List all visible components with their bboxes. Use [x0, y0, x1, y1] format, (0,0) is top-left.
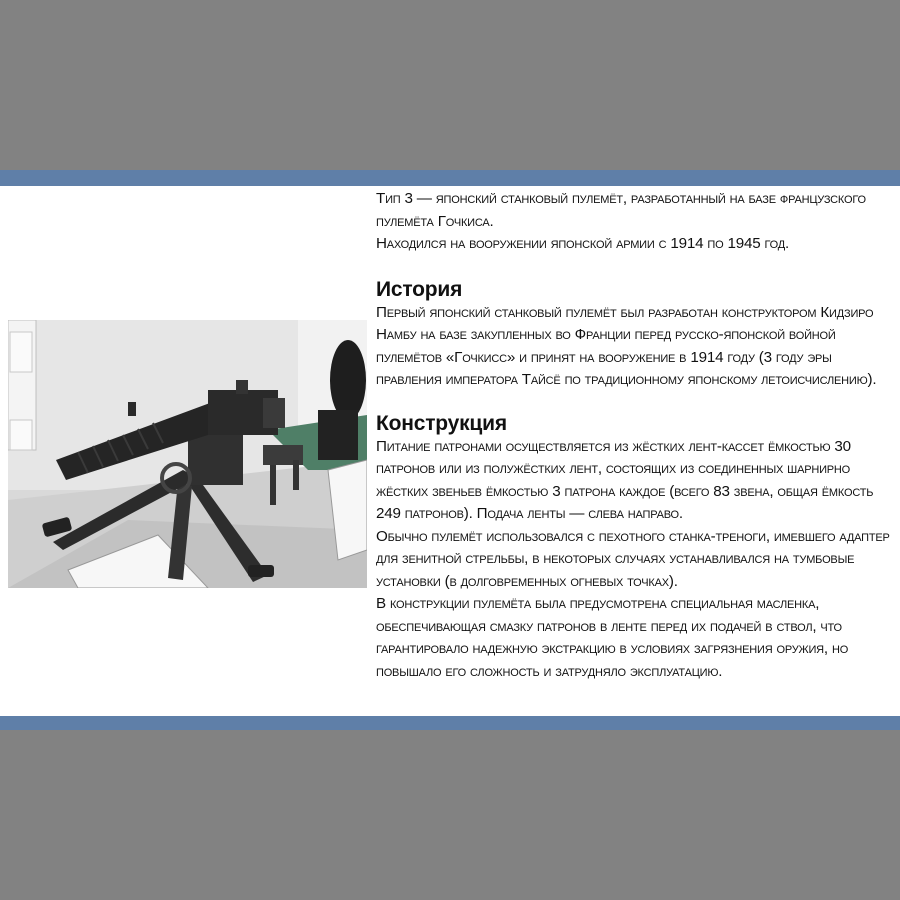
- history-heading: История: [376, 277, 463, 301]
- intro-paragraph-1: Тип 3 — японский станковый пулемёт, разработанный на базе французского пулемёта Гочкиса.: [376, 190, 866, 230]
- history-paragraph: Первый японский станковый пулемёт был разработан конструктором Кидзиро Намбу на базе закупленных во Франции перед русско-японской войной пулемётов «Гочкисс» и принят на вооружение в 1914 году (3 году эры правления императора Тайсё по традиционному японскому летоисчислению).: [376, 303, 877, 388]
- construction-paragraph-2: Обычно пулемёт использовался с пехотного станка-треноги, имевшего адаптер для зенитной стрельбы, в некоторых случаях устанавливался на тумбовые установки (в долговременных огневых точках).: [376, 527, 890, 590]
- bottom-accent-band: [0, 716, 900, 730]
- slide-content: [0, 186, 900, 716]
- machine-gun-photo: [8, 320, 367, 588]
- article-text: [376, 188, 891, 683]
- intro-paragraph-2: Находился на вооружении японской армии с 1914 по 1945 год.: [376, 235, 789, 252]
- construction-paragraph-3: В конструкции пулемёта была предусмотрена специальная масленка, обеспечивающая смазку патронов в ленте перед их подачей в ствол, что гарантировало надежную экстракцию в условиях загрязнения оружия, но повышало его сложность и затрудняло эксплуатацию.: [376, 595, 849, 680]
- construction-paragraph-1: Питание патронами осуществляется из жёстких лент-кассет ёмкостью 30 патронов или из полужёстких лент, состоящих из соединенных шарнирно жёстких звеньев ёмкостью 3 патрона каждое (всего 83 звена, общая ёмкость 249 патронов). Подача ленты — слева направо.: [376, 437, 874, 522]
- top-accent-band: [0, 170, 900, 186]
- construction-heading: Конструкция: [376, 411, 507, 435]
